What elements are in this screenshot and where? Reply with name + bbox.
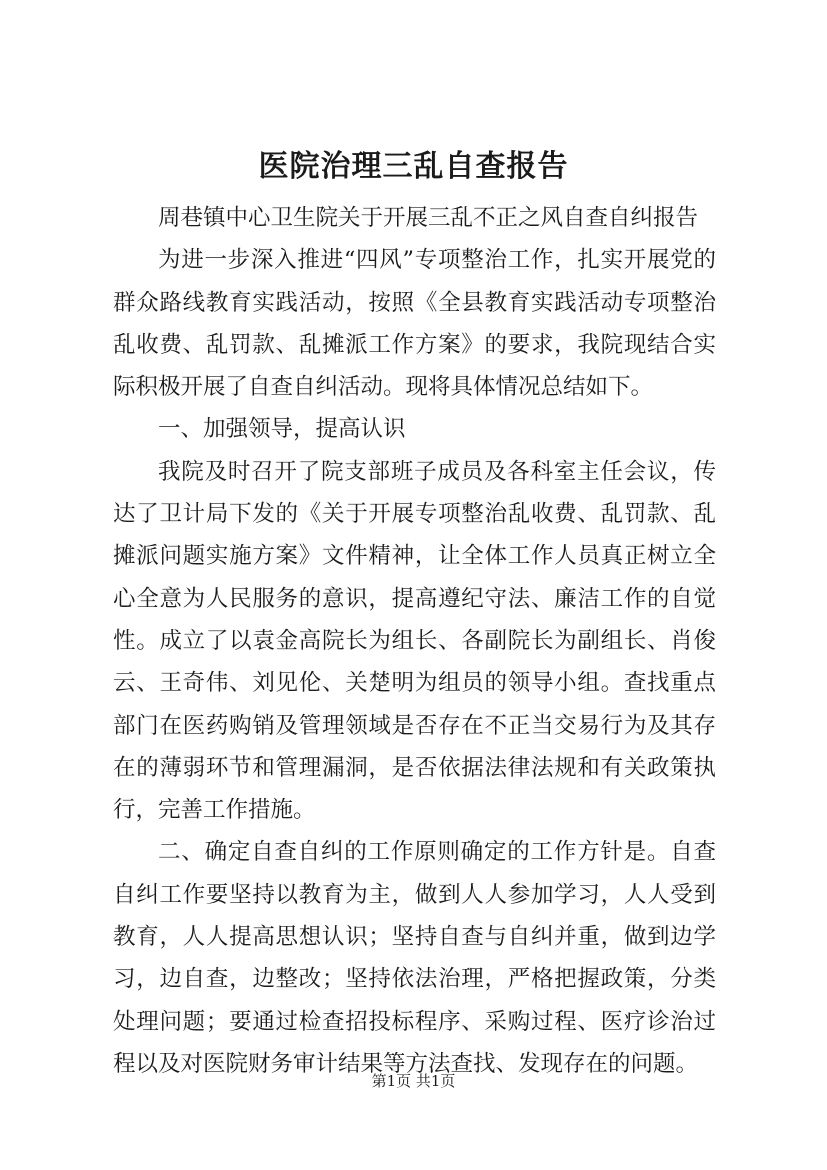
section-1-paragraph: 我院及时召开了院支部班子成员及各科室主任会议，传达了卫计局下发的《关于开展专项整治乱收费、乱罚款、乱摊派问题实施方案》文件精神，让全体工作人员真正树立全心全意为人民服务的意识，提高遵纪守法、廉洁工作的自觉性。成立了以袁金高院长为组长、各副院长为副组长、肖俊云、王奇伟、刘见伦、关楚明为组员的领导小组。查找重点部门在医药购销及管理领域是否存在不正当交易行为及其存在的薄弱环节和管理漏洞，是否依据法律法规和有关政策执行，完善工作措施。 bbox=[113, 458, 716, 824]
section-2-paragraph: 二、确定自查自纠的工作原则确定的工作方针是。自查自纠工作要坚持以教育为主，做到人人参加学习，人人受到教育，人人提高思想认识；坚持自查与自纠并重，做到边学习，边自查，边整改；坚持依法治理，严格把握政策，分类处理问题；要通过检查招投标程序、采购过程、医疗诊治过程以及对医院财务审计结果等方法查找、发现存在的问题。 bbox=[113, 839, 716, 1077]
section-heading-1: 一、加强领导，提高认识 bbox=[158, 416, 406, 443]
page-title: 医院治理三乱自查报告 bbox=[258, 149, 569, 184]
intro-paragraph: 为进一步深入推进“四风”专项整治工作，扎实开展党的群众路线教育实践活动，按照《全县教育实践活动专项整治乱收费、乱罚款、乱摊派工作方案》的要求，我院现结合实际积极开展了自查自纠活动。现将具体情况总结如下。 bbox=[113, 247, 716, 401]
subtitle-paragraph: 周巷镇中心卫生院关于开展三乱不正之风自查自纠报告 bbox=[158, 205, 699, 231]
document-body bbox=[113, 197, 716, 1085]
page-footer: 第1页 共1页 bbox=[371, 1072, 456, 1090]
